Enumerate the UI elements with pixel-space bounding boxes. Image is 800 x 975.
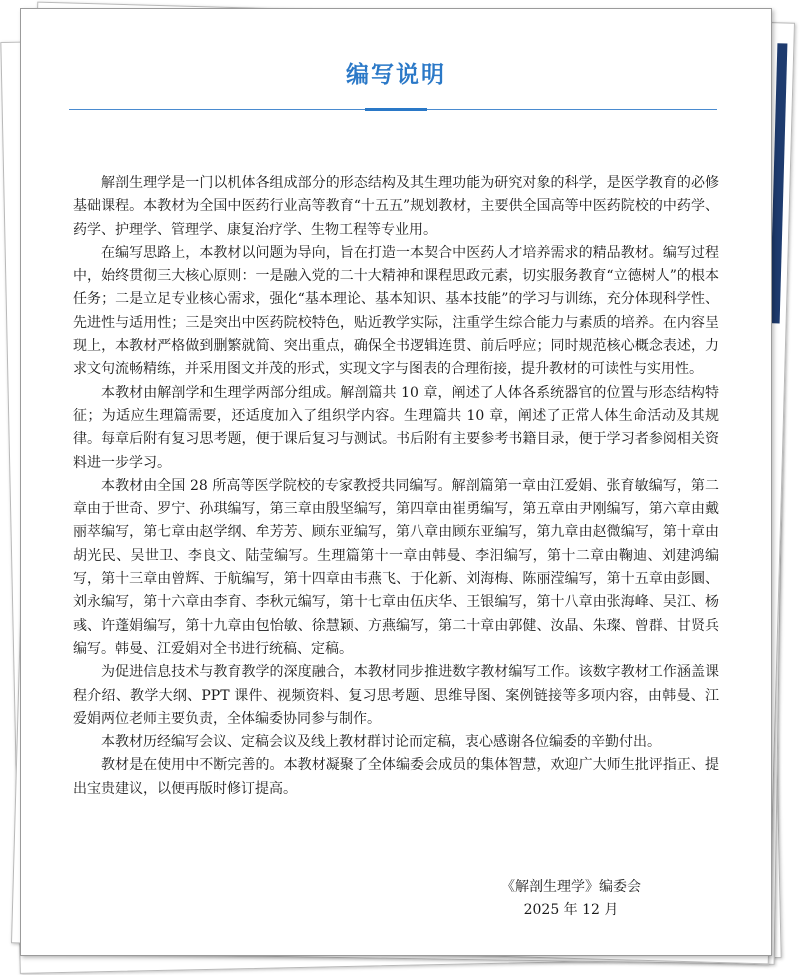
paragraph-authors: 本教材由全国 28 所高等医学院校的专家教授共同编写。解剖篇第一章由江爱娟、张育敏编写，第二章由于世奇、罗宁、孙琪编写，第三章由殷坚编写，第四章由崔勇编写，第五章由尹刚编写，第六章由戴丽萃编写，第七章由赵学纲、牟芳芳、顾东亚编写，第八章由顾东亚编写，第九章由赵微编写，第十章由胡光民、吴世卫、李良文、陆莹编写。生理篇第十一章由韩曼、李汨编写，第十二章由鞠迪、刘建鸿编写，第十三章由曾辉、于航编写，第十四章由韦燕飞、于化新、刘海梅、陈丽滢编写，第十五章由彭圜、刘永编写，第十六章由李育、李秋元编写，第十七章由伍庆华、王银编写，第十八章由张海峰、吴江、杨彧、许蓬娟编写，第十九章由包怡敏、徐慧颖、方燕编写，第二十章由郭健、汝晶、朱璨、曾群、甘贤兵编写。韩曼、江爱娟对全书进行统稿、定稿。	[73, 477, 719, 657]
signature-date: 2025 年 12 月	[523, 902, 619, 918]
paragraph-structure: 本教材由解剖学和生理学两部分组成。解剖篇共 10 章，阐述了人体各系统器官的位置与形态结构特征；为适应生理篇需要，还适度加入了组织学内容。生理篇共 10 章，阐述了正常人体生命活动及其规律。每章后附有复习思考题，便于课后复习与测试。书后附有主要参考书籍目录，便于学习者参阅相关资料进一步学习。	[73, 384, 719, 471]
paragraph-thanks: 本教材历经编写会议、定稿会议及线上教材群讨论而定稿，衷心感谢各位编委的辛勤付出。	[101, 734, 661, 751]
document-page	[20, 8, 772, 956]
signature-block	[461, 876, 681, 922]
page-title: 编写说明	[346, 62, 446, 88]
document-body	[73, 172, 719, 801]
title-divider-accent	[365, 108, 427, 111]
paragraph-approach: 在编写思路上，本教材以问题为导向，旨在打造一本契合中医药人才培养需求的精品教材。编写过程中，始终贯彻三大核心原则：一是融入党的二十大精神和课程思政元素，切实服务教育“立德树人”的根本任务；二是立足专业核心需求，强化“基本理论、基本知识、基本技能”的学习与训练，充分体现科学性、先进性与适用性；三是突出中医药院校特色，贴近教学实际，注重学生综合能力与素质的培养。在内容呈现上，本教材严格做到删繁就简、突出重点，确保全书逻辑连贯、前后呼应；同时规范核心概念表述，力求文句流畅精练，并采用图文并茂的形式，实现文字与图表的合理衔接，提升教材的可读性与实用性。	[73, 244, 719, 378]
spine-strip-navy	[770, 43, 788, 323]
signature-committee: 《解剖生理学》编委会	[501, 879, 641, 895]
paragraph-closing: 教材是在使用中不断完善的。本教材凝聚了全体编委会成员的集体智慧，欢迎广大师生批评指正、提出宝贵建议，以便再版时修订提高。	[73, 757, 719, 797]
paragraph-digital: 为促进信息技术与教育教学的深度融合，本教材同步推进数字教材编写工作。该数字教材工作涵盖课程介绍、教学大纲、PPT 课件、视频资料、复习思考题、思维导图、案例链接等多项内容，由韩曼、江爱娟两位老师主要负责，全体编委协同参与制作。	[73, 664, 719, 727]
paragraph-intro: 解剖生理学是一门以机体各组成部分的形态结构及其生理功能为研究对象的科学，是医学教育的必修基础课程。本教材为全国中医药行业高等教育“十五五”规划教材，主要供全国高等中医药院校的中药学、药学、护理学、管理学、康复治疗学、生物工程等专业用。	[73, 175, 719, 238]
